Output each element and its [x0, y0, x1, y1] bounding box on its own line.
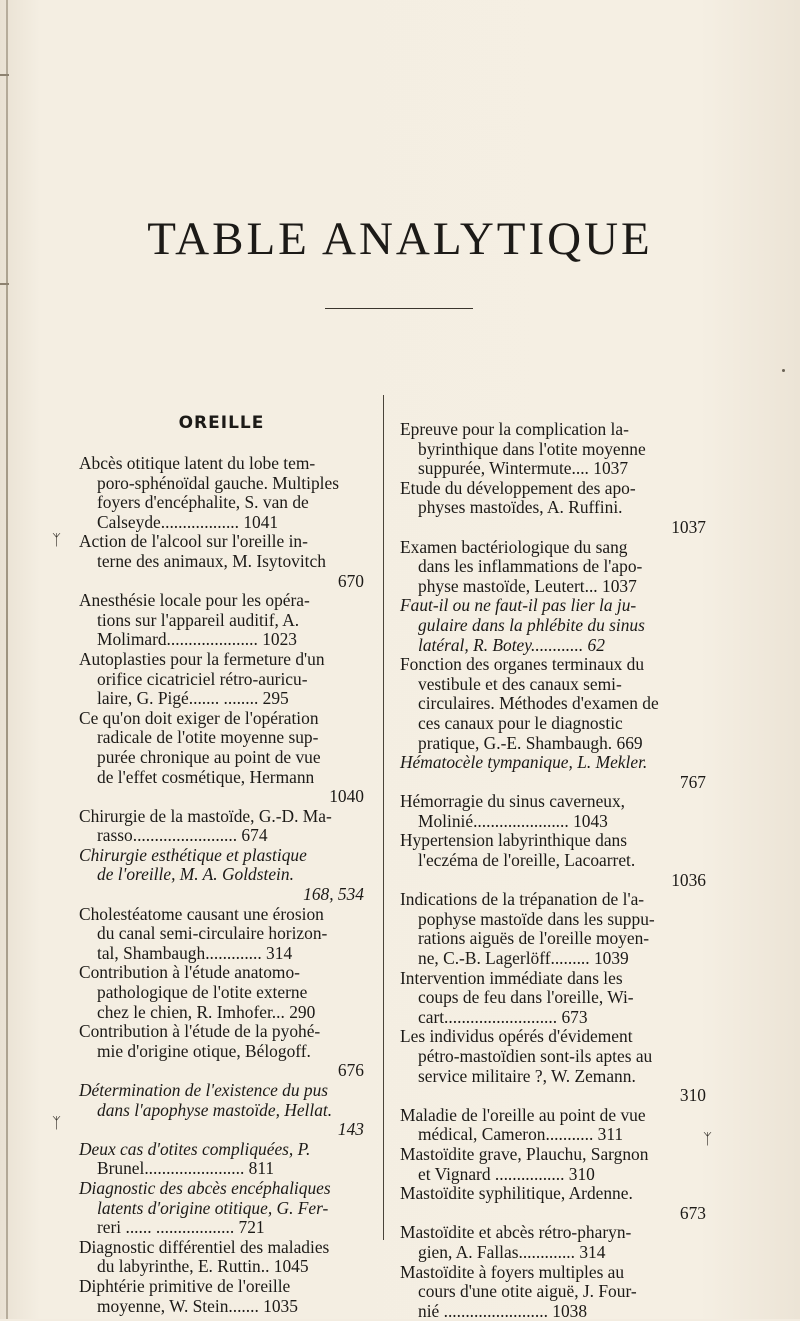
entry-line: Faut-il ou ne faut-il pas lier la ju-	[400, 595, 637, 616]
entry-line: Mastoïdite syphilitique, Ardenne.	[400, 1183, 633, 1204]
entry-line: Chirurgie esthétique et plastique	[79, 844, 307, 865]
index-entry	[79, 1140, 364, 1179]
entry-line: ces canaux pour le diagnostic	[418, 712, 623, 733]
entry-line: terne des animaux, M. Isytovitch	[97, 550, 326, 571]
entry-line: dans l'apophyse mastoïde, Hellat.	[97, 1099, 333, 1120]
entry-line: Fonction des organes terminaux du	[400, 654, 645, 675]
entry-line: physes mastoïdes, A. Ruffini.	[418, 497, 623, 518]
entry-line: cart.......................... 673	[418, 1006, 588, 1027]
entry-line: laire, G. Pigé....... ........ 295	[97, 688, 289, 709]
index-entry	[400, 1106, 706, 1145]
index-entry	[79, 1081, 364, 1140]
entry-line: pophyse mastoïde dans les suppu-	[418, 908, 655, 929]
index-entry	[400, 1223, 706, 1262]
entry-line: service militaire ?, W. Zemann.	[418, 1065, 636, 1086]
entry-line: du canal semi-circulaire horizon-	[97, 923, 328, 944]
index-entry	[79, 1238, 364, 1277]
entry-line: latéral, R. Botey............ 62	[418, 634, 605, 655]
index-entry	[400, 420, 706, 479]
index-entry	[400, 479, 706, 538]
index-entry	[79, 709, 364, 807]
entry-line: Diagnostic différentiel des maladies	[79, 1236, 330, 1257]
entry-line: Mastoïdite à foyers multiples au	[400, 1261, 625, 1282]
entry-line: tions sur l'appareil auditif, A.	[97, 609, 300, 630]
edge-tick	[0, 283, 9, 285]
entry-page-ref: 1037	[671, 516, 706, 537]
entry-page-ref: 673	[679, 1202, 706, 1223]
entry-line: physe mastoïde, Leutert... 1037	[418, 575, 637, 596]
entry-line: coups de feu dans l'oreille, Wi-	[418, 987, 634, 1008]
index-entry	[79, 963, 364, 1022]
index-entry	[79, 650, 364, 709]
index-entry	[79, 1179, 364, 1238]
entry-line: Calseyde.................. 1041	[97, 511, 279, 532]
entry-line: rasso........................ 674	[97, 825, 268, 846]
entry-line: Examen bactériologique du sang	[400, 536, 628, 557]
entry-page-ref: 767	[679, 771, 706, 792]
entry-line: purée chronique au point de vue	[97, 746, 321, 767]
entry-line: Etude du développement des apo-	[400, 477, 636, 498]
entry-line: reri ...... .................. 721	[97, 1217, 265, 1238]
section-heading: OREILLE	[178, 413, 265, 433]
entry-line: Hypertension labyrinthique dans	[400, 830, 627, 851]
index-entry	[79, 532, 364, 591]
entry-line: vestibule et des canaux semi-	[418, 673, 622, 694]
index-entry	[79, 807, 364, 846]
entry-line: moyenne, W. Stein....... 1035	[97, 1295, 298, 1316]
entry-line: Deux cas d'otites compliquées, P.	[79, 1138, 311, 1159]
entry-line: Ce qu'on doit exiger de l'opération	[79, 707, 319, 728]
entry-line: suppurée, Wintermute.... 1037	[418, 458, 629, 479]
entry-line: Action de l'alcool sur l'oreille in-	[79, 531, 308, 552]
title-rule	[325, 308, 473, 309]
entry-line: Chirurgie de la mastoïde, G.-D. Ma-	[79, 805, 332, 826]
entry-line: Cholestéatome causant une érosion	[79, 903, 324, 924]
index-entry	[400, 890, 706, 968]
entry-line: et Vignard ................ 310	[418, 1163, 595, 1184]
edge-tick	[0, 74, 9, 76]
entry-line: Mastoïdite et abcès rétro-pharyn-	[400, 1222, 632, 1243]
index-entry	[400, 1184, 706, 1223]
entry-line: poro-sphénoïdal gauche. Multiples	[97, 472, 339, 493]
entry-line: Intervention immédiate dans les	[400, 967, 623, 988]
entry-line: Abcès otitique latent du lobe tem-	[79, 453, 316, 473]
entry-line: byrinthique dans l'otite moyenne	[418, 438, 646, 459]
entry-line: rations aiguës de l'oreille moyen-	[418, 928, 650, 949]
entry-line: Molinié...................... 1043	[418, 810, 608, 831]
margin-mark-icon: ᛉ	[703, 1130, 713, 1148]
entry-line: ne, C.-B. Lagerlöff......... 1039	[418, 948, 629, 969]
index-entry	[79, 591, 364, 650]
entry-line: chez le chien, R. Imhofer... 290	[97, 1001, 316, 1022]
page-title: TABLE ANALYTIQUE	[147, 213, 653, 265]
column-divider	[383, 395, 384, 1240]
entry-line: Indications de la trépanation de l'a-	[400, 889, 645, 910]
entry-line: Mastoïdite grave, Plauchu, Sargnon	[400, 1143, 649, 1164]
index-entry	[79, 846, 364, 905]
index-entry	[79, 1277, 364, 1316]
entry-page-ref: 676	[337, 1060, 364, 1081]
entry-line: latents d'origine otitique, G. Fer-	[97, 1197, 329, 1218]
entry-page-ref: 143	[337, 1119, 364, 1140]
margin-mark-icon: ᛉ	[52, 1114, 62, 1132]
entry-line: foyers d'encéphalite, S. van de	[97, 492, 309, 513]
entry-line: Diphtérie primitive de l'oreille	[79, 1275, 291, 1296]
entry-line: de l'oreille, M. A. Goldstein.	[97, 864, 294, 885]
entry-line: Hémorragie du sinus caverneux,	[400, 791, 626, 812]
index-entry	[400, 969, 706, 1028]
entry-line: dans les inflammations de l'apo-	[418, 556, 643, 577]
entry-line: radicale de l'otite moyenne sup-	[97, 727, 319, 748]
index-entry	[400, 753, 706, 792]
entry-line: tal, Shambaugh............. 314	[97, 942, 293, 963]
index-entry	[400, 1145, 706, 1184]
entry-line: Diagnostic des abcès encéphaliques	[79, 1177, 331, 1198]
entry-line: Les individus opérés d'évidement	[400, 1026, 633, 1047]
entry-line: pathologique de l'otite externe	[97, 982, 308, 1003]
page-binding-edge	[6, 0, 8, 1319]
entry-line: l'eczéma de l'oreille, Lacoarret.	[418, 850, 636, 871]
entry-line: Contribution à l'étude anatomo-	[79, 962, 300, 983]
entry-line: Anesthésie locale pour les opéra-	[79, 590, 310, 611]
entry-page-ref: 168, 534	[303, 884, 364, 905]
entry-line: nié ........................ 1038	[418, 1300, 588, 1321]
entry-line: Epreuve pour la complication la-	[400, 419, 629, 439]
entry-line: Brunel....................... 811	[97, 1158, 275, 1179]
entry-line: médical, Cameron........... 311	[418, 1124, 624, 1145]
entry-line: Hématocèle tympanique, L. Mekler.	[400, 752, 648, 773]
index-entry	[79, 1022, 364, 1081]
entry-line: mie d'origine otique, Bélogoff.	[97, 1040, 311, 1061]
right-column	[400, 420, 706, 1321]
index-entry	[400, 538, 706, 597]
entry-line: gulaire dans la phlébite du sinus	[418, 614, 645, 635]
entry-page-ref: 670	[337, 570, 364, 591]
entry-line: du labyrinthe, E. Ruttin.. 1045	[97, 1256, 309, 1277]
entry-line: Molimard..................... 1023	[97, 629, 297, 650]
index-entry	[400, 831, 706, 890]
index-entry	[400, 792, 706, 831]
entry-line: Maladie de l'oreille au point de vue	[400, 1104, 646, 1125]
entry-page-ref: 310	[679, 1085, 706, 1106]
entry-page-ref: 1040	[329, 786, 364, 807]
index-entry	[400, 1263, 706, 1321]
index-entry	[79, 905, 364, 964]
index-entry	[400, 1027, 706, 1105]
index-entry	[400, 655, 706, 753]
index-entry	[400, 596, 706, 655]
entry-line: Autoplasties pour la fermeture d'un	[79, 648, 325, 669]
entry-line: gien, A. Fallas............. 314	[418, 1241, 606, 1262]
entry-line: orifice cicatriciel rétro-auricu-	[97, 668, 308, 689]
margin-mark-icon: ᛉ	[52, 531, 62, 549]
entry-line: cours d'une otite aiguë, J. Four-	[418, 1281, 637, 1302]
entry-page-ref: 1036	[671, 869, 706, 890]
paper-speck	[782, 369, 785, 372]
entry-line: pétro-mastoïdien sont-ils aptes au	[418, 1046, 653, 1066]
left-column	[79, 413, 364, 1316]
entry-line: de l'effet cosmétique, Hermann	[97, 766, 315, 787]
entry-line: pratique, G.-E. Shambaugh. 669	[418, 732, 643, 753]
entry-line: circulaires. Méthodes d'examen de	[418, 693, 659, 714]
entry-line: Contribution à l'étude de la pyohé-	[79, 1021, 321, 1042]
entry-line: Détermination de l'existence du pus	[79, 1080, 329, 1100]
index-entry	[79, 454, 364, 532]
